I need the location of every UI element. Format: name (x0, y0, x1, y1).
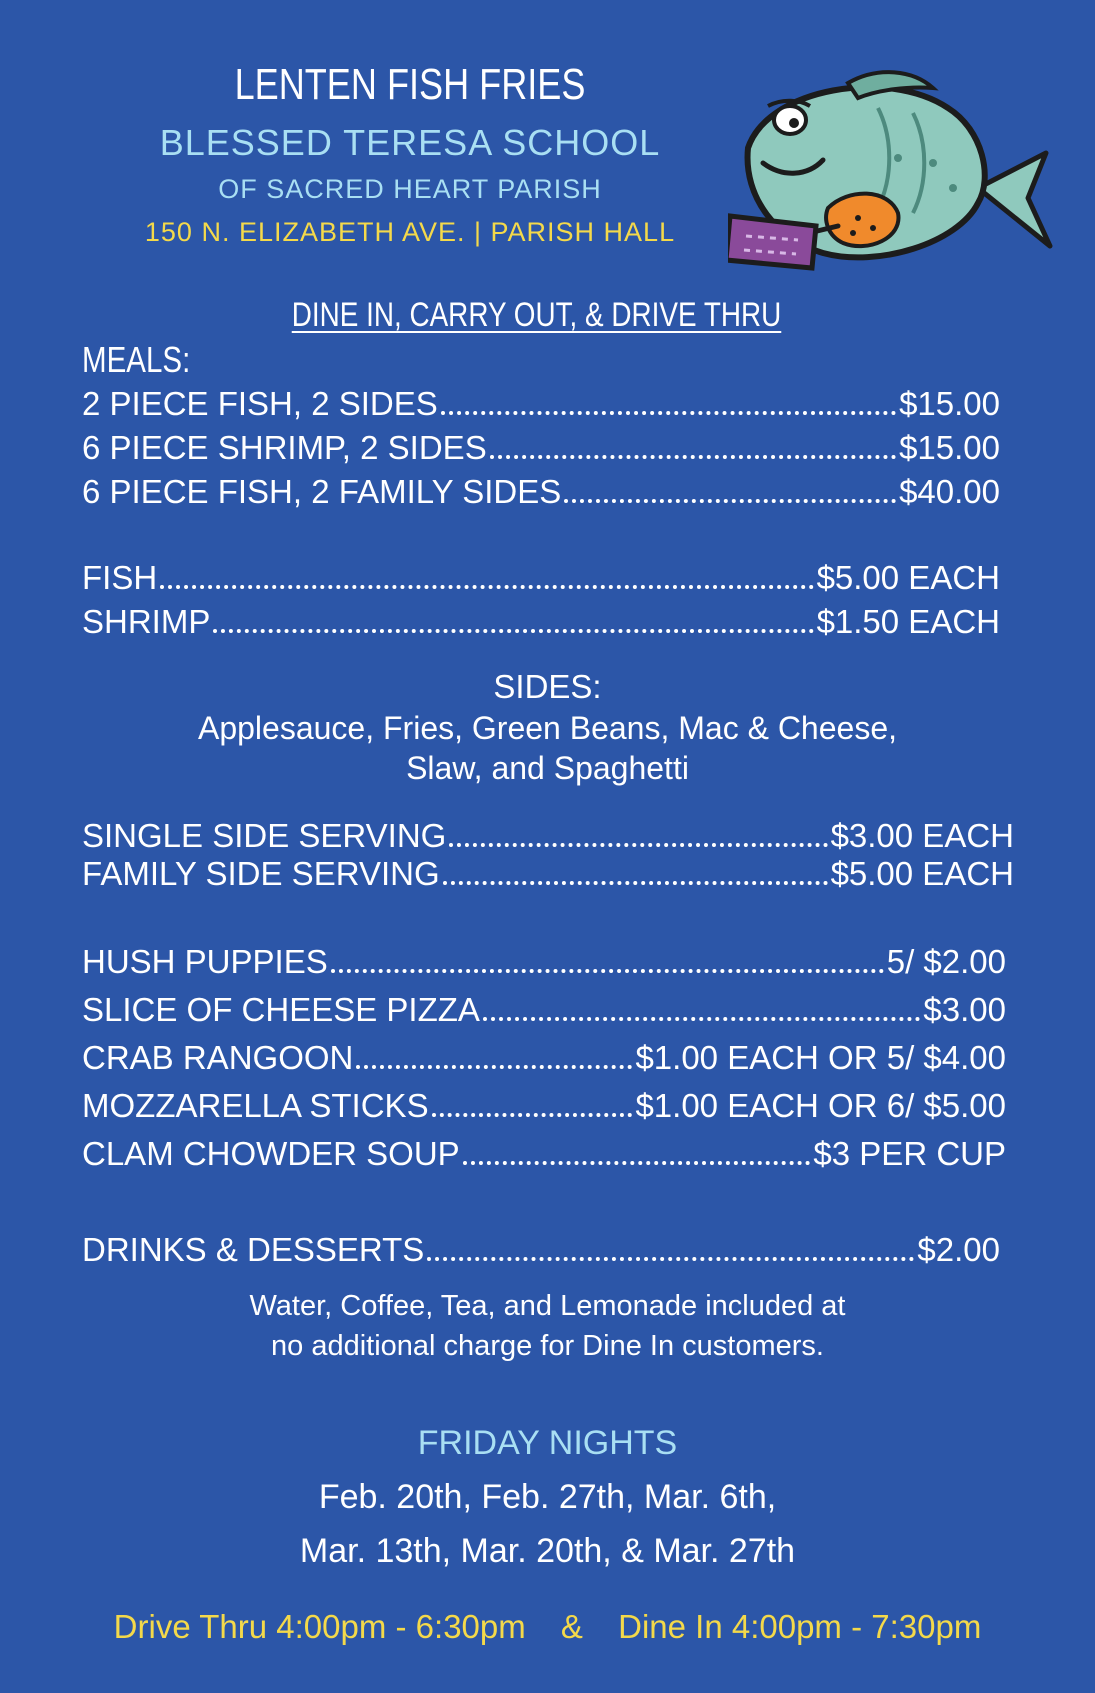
leader-dots (490, 455, 896, 459)
menu-row (82, 852, 1014, 896)
sides-list-line2: Slaw, and Spaghetti (406, 750, 689, 786)
drinks-note-line2: no additional charge for Dine In customers. (271, 1330, 824, 1362)
hours-line (0, 1608, 1095, 1646)
drive-thru-hours: Drive Thru 4:00pm - 6:30pm (113, 1608, 526, 1645)
menu-row (82, 1132, 1006, 1176)
schedule-dates-line1: Feb. 20th, Feb. 27th, Mar. 6th, (318, 1478, 777, 1516)
menu-row (82, 556, 1000, 600)
menu-price: $2.00 (917, 1231, 1000, 1268)
menu-item: SHRIMP (82, 603, 211, 640)
menu-row (82, 382, 1000, 426)
leader-dots (441, 411, 896, 415)
menu-row (82, 940, 1006, 984)
schedule-heading: FRIDAY NIGHTS (417, 1424, 678, 1462)
leader-dots (443, 881, 828, 885)
menu-price: 5/ $2.00 (886, 943, 1006, 980)
sides-heading: SIDES: (493, 668, 602, 705)
menu-row (82, 600, 1000, 644)
menu-price: $5.00 EACH (816, 559, 1000, 596)
menu-item: DRINKS & DESSERTS (82, 1231, 425, 1268)
menu-price: $5.00 EACH (830, 855, 1014, 892)
parish-name: OF SACRED HEART PARISH (218, 174, 602, 204)
meals-label: MEALS: (82, 339, 191, 380)
menu-price: $3.00 EACH (830, 817, 1014, 854)
menu-row (82, 470, 1000, 514)
menu-price: $3.00 (923, 991, 1006, 1028)
school-name: BLESSED TERESA SCHOOL (159, 122, 661, 163)
menu-item: HUSH PUPPIES (82, 943, 328, 980)
leader-dots (449, 843, 827, 847)
menu-item: SINGLE SIDE SERVING (82, 817, 447, 854)
menu-price: $1.50 EACH (816, 603, 1000, 640)
menu-price: $15.00 (899, 429, 1000, 466)
menu-row (82, 1228, 1000, 1272)
address: 150 N. ELIZABETH AVE. | PARISH HALL (144, 217, 676, 247)
menu-price: $1.00 EACH OR 6/ $5.00 (635, 1087, 1006, 1124)
leader-dots (356, 1065, 632, 1069)
event-title: LENTEN FISH FRIES (234, 60, 586, 109)
menu-item: FAMILY SIDE SERVING (82, 855, 440, 892)
menu-row (82, 1036, 1006, 1080)
menu-item: 6 PIECE FISH, 2 FAMILY SIDES (82, 473, 562, 510)
menu-item: MOZZARELLA STICKS (82, 1087, 429, 1124)
leader-dots (463, 1161, 811, 1165)
menu-item: CRAB RANGOON (82, 1039, 354, 1076)
menu-price: $1.00 EACH OR 5/ $4.00 (635, 1039, 1006, 1076)
menu-row (82, 1084, 1006, 1128)
menu-item: CLAM CHOWDER SOUP (82, 1135, 460, 1172)
leader-dots (213, 629, 813, 633)
menu-row (82, 988, 1006, 1032)
leader-dots (432, 1113, 633, 1117)
service-heading-wrap (0, 296, 1095, 335)
leader-dots (483, 1017, 920, 1021)
menu-item: 6 PIECE SHRIMP, 2 SIDES (82, 429, 487, 466)
leader-dots (160, 585, 813, 589)
service-heading: DINE IN, CARRY OUT, & DRIVE THRU (291, 296, 782, 334)
meals-label-row (82, 338, 982, 382)
leader-dots (331, 969, 884, 973)
fish-with-spatula-icon (728, 68, 1058, 278)
leader-dots (427, 1257, 914, 1261)
menu-item: 2 PIECE FISH, 2 SIDES (82, 385, 438, 422)
leader-dots (564, 499, 896, 503)
schedule-dates-line2: Mar. 13th, Mar. 20th, & Mar. 27th (299, 1532, 796, 1570)
menu-price: $40.00 (899, 473, 1000, 510)
menu-price: $15.00 (899, 385, 1000, 422)
flyer-header (0, 60, 820, 248)
menu-item: FISH (82, 559, 158, 596)
menu-row (82, 426, 1000, 470)
sides-list-line1: Applesauce, Fries, Green Beans, Mac & Cheese, (197, 710, 897, 746)
drinks-note-line1: Water, Coffee, Tea, and Lemonade included at (249, 1290, 846, 1322)
menu-item: SLICE OF CHEESE PIZZA (82, 991, 480, 1028)
dine-in-hours: Dine In 4:00pm - 7:30pm (618, 1608, 982, 1645)
hours-separator: & (560, 1608, 583, 1645)
menu-price: $3 PER CUP (813, 1135, 1006, 1172)
